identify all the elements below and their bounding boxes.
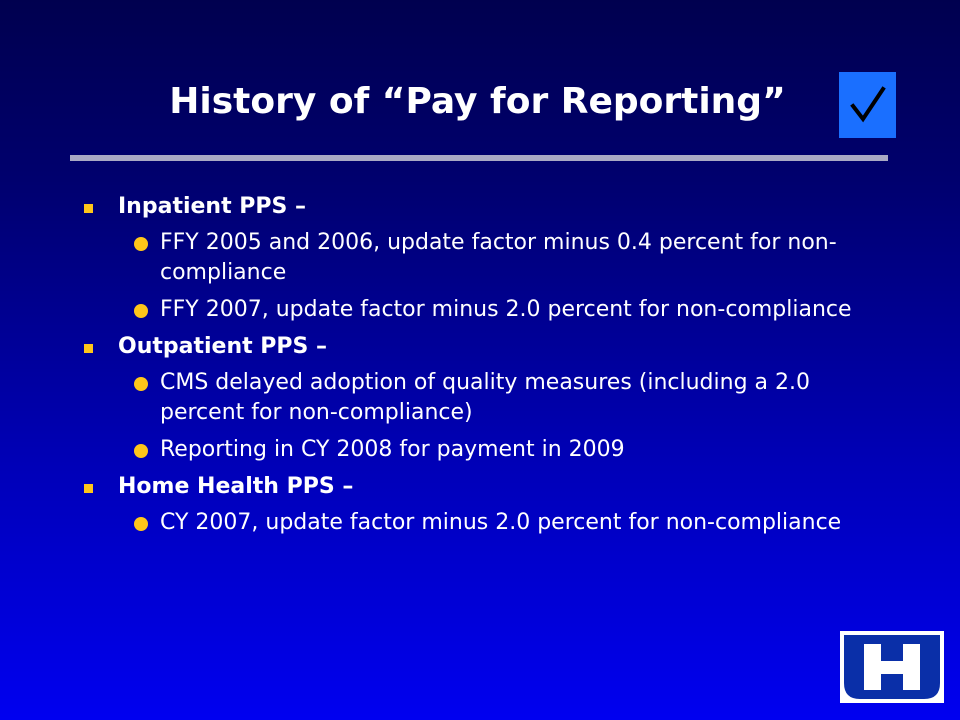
square-bullet-icon <box>84 204 93 213</box>
list-item <box>82 295 882 325</box>
list-item-text: Reporting in CY 2008 for payment in 2009 <box>160 437 625 462</box>
hospital-h-logo <box>840 631 944 703</box>
square-bullet-icon <box>84 344 93 353</box>
list-item <box>82 435 882 465</box>
list-item <box>82 368 882 428</box>
checkmark-badge <box>839 72 896 138</box>
section-heading-text: Home Health PPS – <box>118 474 354 499</box>
list-item <box>82 508 882 538</box>
round-bullet-icon <box>134 517 148 531</box>
section-heading-text: Outpatient PPS – <box>118 334 328 359</box>
section-home-health <box>82 472 882 538</box>
section-heading <box>82 472 882 502</box>
checkmark-icon <box>850 86 886 124</box>
round-bullet-icon <box>134 237 148 251</box>
list-item-text: CMS delayed adoption of quality measures (including a 2.0 percent for non-compliance) <box>160 370 810 425</box>
round-bullet-icon <box>134 304 148 318</box>
square-bullet-icon <box>84 484 93 493</box>
slide-title: History of “Pay for Reporting” <box>169 81 786 122</box>
list-item-text: FFY 2007, update factor minus 2.0 percent for non-compliance <box>160 297 852 322</box>
title-divider <box>70 155 888 161</box>
section-heading-text: Inpatient PPS – <box>118 194 307 219</box>
section-heading <box>82 192 882 222</box>
list-item-text: CY 2007, update factor minus 2.0 percent for non-compliance <box>160 510 842 535</box>
round-bullet-icon <box>134 377 148 391</box>
section-heading <box>82 332 882 362</box>
bullet-list <box>82 192 882 545</box>
list-item-text: FFY 2005 and 2006, update factor minus 0.4 percent for non-compliance <box>160 230 837 285</box>
section-outpatient <box>82 332 882 465</box>
round-bullet-icon <box>134 444 148 458</box>
section-inpatient <box>82 192 882 325</box>
list-item <box>82 228 882 288</box>
